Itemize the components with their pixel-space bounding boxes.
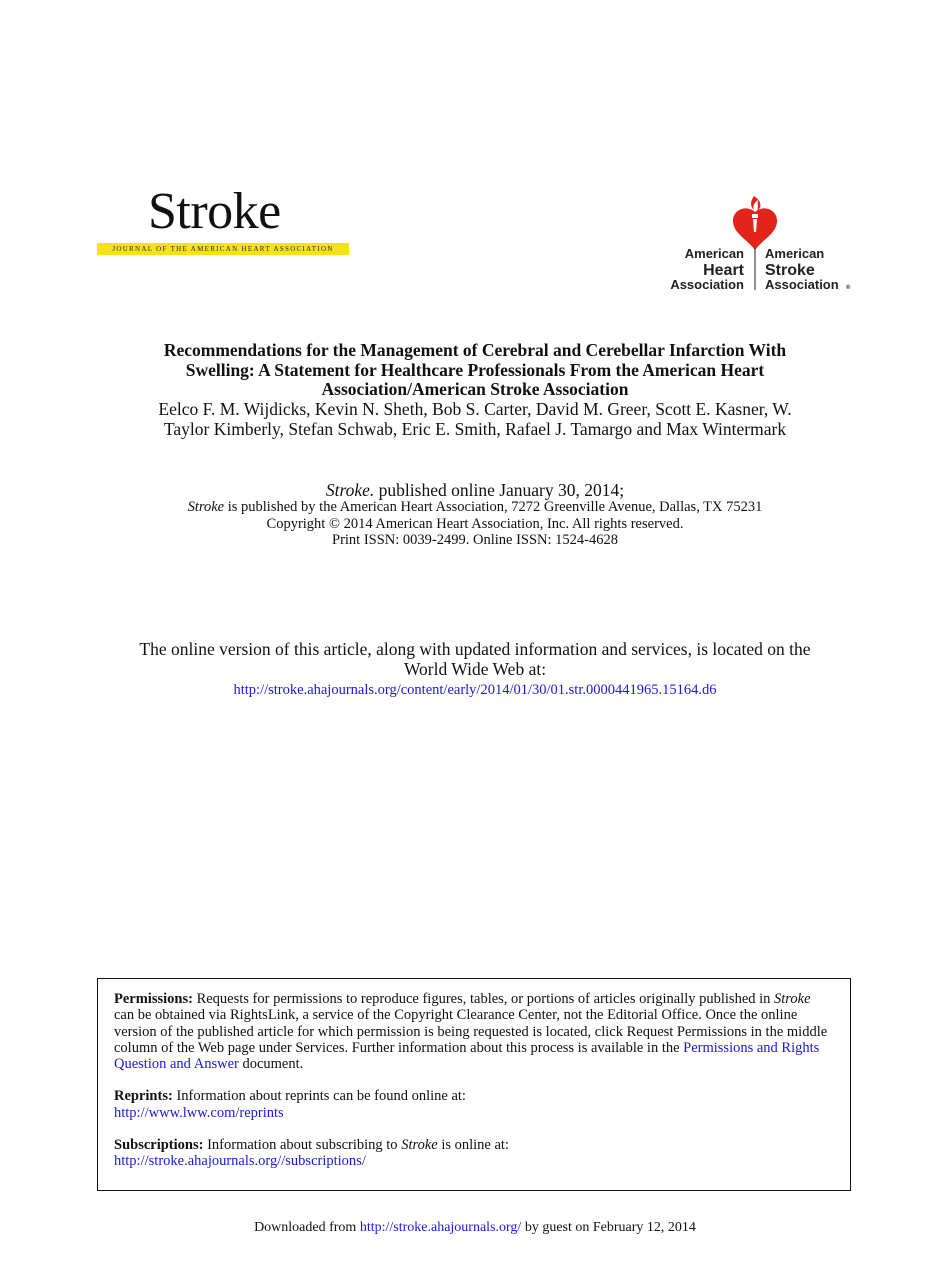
permissions-text: Requests for permissions to reproduce figures, tables, or portions of articles originally published in <box>192 991 775 1007</box>
footer-site-link[interactable]: http://stroke.ahajournals.org/ <box>359 1220 522 1235</box>
reprints-text: Information about reprints can be found online at: <box>172 1088 466 1105</box>
logo-right-line3: Association <box>765 277 839 292</box>
registered-mark: ® <box>846 285 851 291</box>
article-authors <box>60 399 890 439</box>
permissions-box <box>97 978 851 1191</box>
journal-name: Stroke. <box>325 480 375 500</box>
logo-left-line2: Heart <box>703 262 744 279</box>
issn-line: Print ISSN: 0039-2499. Online ISSN: 1524-4628 <box>332 532 618 548</box>
permissions-qa-link[interactable]: Permissions and Rights Question and Answer <box>114 1039 820 1073</box>
online-version <box>60 639 890 701</box>
subscriptions-text-end: is online at: <box>437 1137 509 1154</box>
online-line-1: The online version of this article, along with updated information and services, is located on the <box>139 639 811 659</box>
online-line-2: World Wide Web at: <box>403 659 547 679</box>
permissions-text-cont: can be obtained via RightsLink, a service of the Copyright Clearance Center, not the Editorial Office. Once the online version of the published article for which permission is being requested is located, click Request Permissions in the middle column of the Web page under Services. Further information about this process is available in the <box>114 1007 828 1056</box>
download-footer <box>60 1220 890 1236</box>
article-url-link[interactable]: http://stroke.ahajournals.org/content/early/2014/01/30/01.str.0000441965.15164.d6 <box>233 682 717 698</box>
publication-line <box>60 480 890 501</box>
publisher-journal: Stroke <box>187 499 225 515</box>
publisher-text: is published by the American Heart Association, 7272 Greenville Avenue, Dallas, TX 75231 <box>224 499 763 515</box>
footer-suffix: by guest on February 12, 2014 <box>521 1220 696 1235</box>
permissions-paragraph <box>114 991 834 1072</box>
subscriptions-paragraph <box>114 1137 834 1170</box>
logo-left-line3: Association <box>670 277 744 292</box>
reprints-paragraph <box>114 1088 834 1121</box>
footer-prefix: Downloaded from <box>254 1220 360 1235</box>
permissions-journal: Stroke <box>774 991 811 1007</box>
aha-asa-logo <box>658 192 858 296</box>
subscriptions-text: Information about subscribing to <box>203 1137 402 1154</box>
subscriptions-journal: Stroke <box>401 1137 438 1154</box>
title-line: Association/American Stroke Association <box>321 379 629 399</box>
subscriptions-label: Subscriptions: <box>114 1137 204 1154</box>
logo-right-line1: American <box>765 246 825 261</box>
reprints-label: Reprints: <box>114 1088 173 1105</box>
publisher-line <box>60 499 890 516</box>
title-line: Recommendations for the Management of Cerebral and Cerebellar Infarction With <box>163 340 787 360</box>
subscriptions-link[interactable]: http://stroke.ahajournals.org//subscriptions/ <box>114 1153 366 1170</box>
logo-right-line2: Stroke <box>765 262 815 279</box>
authors-line: Taylor Kimberly, Stefan Schwab, Eric E. Smith, Rafael J. Tamargo and Max Wintermark <box>163 419 787 439</box>
title-line: Swelling: A Statement for Healthcare Professionals From the American Heart <box>185 359 765 380</box>
article-title <box>60 341 890 400</box>
copyright-line: Copyright © 2014 American Heart Association, Inc. All rights reserved. <box>266 515 684 532</box>
journal-logo-tagline: JOURNAL OF THE AMERICAN HEART ASSOCIATION <box>97 243 349 255</box>
heart-torch-icon <box>733 196 777 250</box>
journal-logo-title: Stroke <box>148 183 281 240</box>
permissions-label: Permissions: <box>114 991 193 1007</box>
publication-date: published online January 30, 2014; <box>374 480 625 500</box>
authors-line: Eelco F. M. Wijdicks, Kevin N. Sheth, Bob S. Carter, David M. Greer, Scott E. Kasner, W. <box>158 399 792 419</box>
permissions-text-end: document. <box>238 1056 304 1073</box>
reprints-link[interactable]: http://www.lww.com/reprints <box>114 1104 284 1121</box>
publication-info <box>60 499 890 549</box>
logo-left-line1: American <box>684 246 744 261</box>
